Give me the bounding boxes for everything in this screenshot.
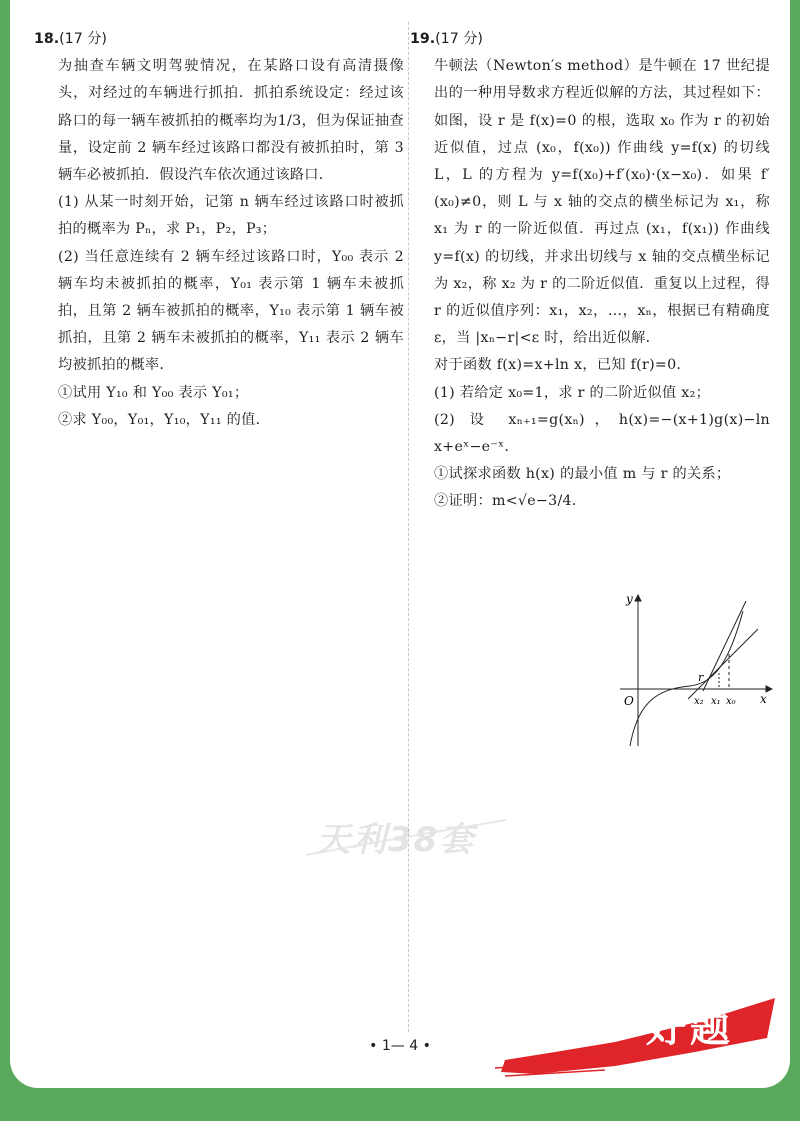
x-axis-arrow: [766, 686, 772, 692]
question-18-part-2: (2) 当任意连续有 2 辆车经过该路口时，Y₀₀ 表示 2 辆车均未被抓拍的概率，Y₀₁ 表示第 1 辆车未被抓拍，且第 2 辆车被抓拍的概率，Y₁₀ 表示第 1 辆车被抓拍，且第 2 辆车未被抓拍的概率，Y₁₁ 表示 2 辆车均被抓拍的概率．: [58, 248, 404, 374]
exam-page: [10, 0, 790, 1088]
question-19-given: 对于函数 f(x)=x+ln x，已知 f(r)=0．: [434, 357, 691, 374]
question-number: 18.: [34, 31, 60, 47]
watermark-swoosh: [306, 800, 506, 880]
publisher-watermark: [306, 800, 506, 880]
brush-stroke: [495, 990, 780, 1080]
question-18: [34, 26, 404, 434]
question-19-sub-1: ①试探求函数 h(x) 的最小值 m 与 r 的关系；: [434, 466, 731, 483]
newton-method-figure: [618, 571, 773, 751]
question-19-sub-2: ②证明：m<√e−3/4．: [434, 493, 587, 510]
question-points: (17 分): [59, 31, 107, 47]
question-19: [410, 26, 770, 708]
page-number: • 1— 4 •: [369, 1038, 431, 1054]
question-18-part-1: (1) 从某一时刻开始，记第 n 辆车经过该路口时被抓拍的概率为 Pₙ，求 P₁，P₂，P₃；: [58, 194, 404, 238]
question-18-intro: 为抽查车辆文明驾驶情况，在某路口设有高清摄像头，对经过的车辆进行抓拍．抓拍系统设定：经过该路口的每一辆车被抓拍的概率均为1/3，但为保证抽查量，设定前 2 辆车经过该路口都没有被抓拍时，第 3 辆车必被抓拍．假设汽车依次通过该路口．: [58, 58, 404, 184]
question-18-header: [34, 26, 404, 53]
question-19-part-2: (2) 设 xₙ₊₁=g(xₙ)，h(x)=−(x+1)g(x)−ln x+eˣ−e⁻ˣ．: [434, 411, 770, 456]
question-19-part-1: (1) 若给定 x₀=1，求 r 的二阶近似值 x₂；: [434, 384, 711, 401]
question-18-sub-1: ①试用 Y₁₀ 和 Y₀₀ 表示 Y₀₁；: [58, 384, 249, 401]
question-number: 19.: [410, 31, 436, 47]
newton-method-graph: [618, 571, 773, 751]
x0-label: x₀: [726, 696, 736, 707]
stamp-text: 好题: [646, 1005, 734, 1051]
y-axis-arrow: [635, 595, 641, 601]
question-19-intro: 牛顿法（Newton′s method）是牛顿在 17 世纪提出的一种用导数求方程近似解的方法，其过程如下：如图，设 r 是 f(x)=0 的根，选取 x₀ 作为 r 的初始近似值，过点 (x₀，f(x₀)) 作曲线 y=f(x) 的切线 L，L 的方程为 y=f(x₀)+f′(x₀)·(x−x₀)．如果 f′(x₀)≠0，则 L 与 x 轴的交点的横坐标记为 x₁，称 x₁ 为 r 的一阶近似值．再过点 (x₁，f(x₁)) 作曲线 y=f(x) 的切线，并求出切线与 x 轴的交点横坐标记为 x₂，称 x₂ 为 r 的二阶近似值．重复以上过程，得 r 的近似值序列：x₁，x₂，…，xₙ，根据已有精确度 ε，当 |xₙ−r|<ε 时，给出近似解．: [434, 58, 770, 347]
question-19-header: [410, 26, 770, 53]
x-axis-label: x: [760, 692, 767, 706]
x1-label: x₁: [711, 696, 721, 707]
y-axis-label: y: [626, 592, 633, 606]
tangent-line-2: [703, 601, 746, 691]
good-question-stamp: [495, 990, 780, 1080]
root-label: r: [698, 671, 704, 684]
x2-label: x₂: [694, 696, 704, 707]
question-points: (17 分): [435, 31, 483, 47]
origin-label: O: [624, 694, 634, 708]
column-divider: [408, 22, 409, 1032]
watermark-text: 天利38套: [316, 820, 476, 860]
question-18-sub-2: ②求 Y₀₀，Y₀₁，Y₁₀，Y₁₁ 的值．: [58, 411, 271, 428]
curve: [630, 611, 743, 746]
